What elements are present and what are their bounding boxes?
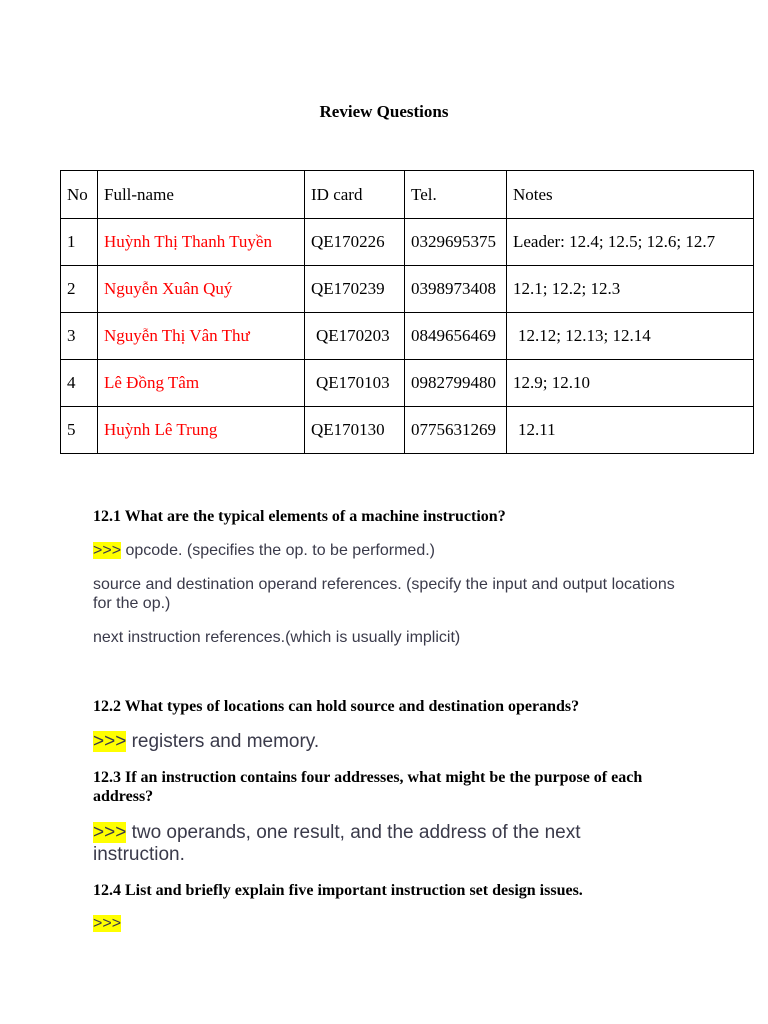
- table-row: [61, 313, 754, 360]
- row-tel: 0398973408: [405, 266, 507, 313]
- header-tel: Tel.: [405, 171, 507, 219]
- header-notes: Notes: [507, 171, 754, 219]
- table-row: [61, 360, 754, 407]
- row-notes: Leader: 12.4; 12.5; 12.6; 12.7: [507, 219, 754, 266]
- question-12-1: 12.1 What are the typical elements of a machine instruction?: [93, 508, 506, 525]
- row-name: Lê Đồng Tâm: [98, 360, 305, 407]
- header-full-name: Full-name: [98, 171, 305, 219]
- row-name: Huỳnh Lê Trung: [98, 407, 305, 454]
- question-12-2: 12.2 What types of locations can hold source and destination operands?: [93, 698, 580, 715]
- answer-text: two operands, one result, and the address of the next instruction.: [93, 822, 581, 865]
- answer-12-4: [93, 914, 693, 933]
- question-12-3: 12.3 If an instruction contains four addresses, what might be the purpose of each address?: [93, 769, 643, 805]
- answer-12-1-opcode: [93, 541, 693, 560]
- answer-12-1-next-instruction: next instruction references.(which is usually implicit): [93, 629, 461, 646]
- row-id: QE170203: [305, 313, 405, 360]
- header-no: No: [61, 171, 98, 219]
- row-notes: 12.9; 12.10: [507, 360, 754, 407]
- answer-marker: >>>: [93, 731, 127, 752]
- row-name: Huỳnh Thị Thanh Tuyền: [98, 219, 305, 266]
- members-table: [60, 170, 754, 454]
- row-no: 2: [61, 266, 98, 313]
- row-id: QE170226: [305, 219, 405, 266]
- row-tel: 0849656469: [405, 313, 507, 360]
- answer-text: opcode. (specifies the op. to be performed.): [121, 542, 435, 559]
- row-no: 1: [61, 219, 98, 266]
- row-tel: 0775631269: [405, 407, 507, 454]
- answer-text: registers and memory.: [126, 731, 320, 752]
- answer-marker: >>>: [93, 915, 122, 932]
- row-name: Nguyễn Thị Vân Thư: [98, 313, 305, 360]
- table-row: [61, 266, 754, 313]
- row-id: QE170239: [305, 266, 405, 313]
- row-notes: 12.12; 12.13; 12.14: [507, 313, 754, 360]
- table-row: [61, 219, 754, 266]
- table-header-row: [61, 171, 754, 219]
- table-row: [61, 407, 754, 454]
- answer-marker: >>>: [93, 542, 122, 559]
- answer-marker: >>>: [93, 822, 127, 843]
- question-12-4: 12.4 List and briefly explain five important instruction set design issues.: [93, 882, 583, 899]
- answer-12-2: [93, 731, 693, 753]
- row-name: Nguyễn Xuân Quý: [98, 266, 305, 313]
- row-id: QE170103: [305, 360, 405, 407]
- page-title: Review Questions: [319, 102, 449, 121]
- header-id-card: ID card: [305, 171, 405, 219]
- row-tel: 0982799480: [405, 360, 507, 407]
- row-no: 4: [61, 360, 98, 407]
- row-tel: 0329695375: [405, 219, 507, 266]
- row-no: 5: [61, 407, 98, 454]
- row-id: QE170130: [305, 407, 405, 454]
- row-notes: 12.11: [507, 407, 754, 454]
- answer-12-1-operands: source and destination operand references. (specify the input and output locations for the op.): [93, 576, 675, 612]
- row-no: 3: [61, 313, 98, 360]
- row-notes: 12.1; 12.2; 12.3: [507, 266, 754, 313]
- answer-12-3: [93, 822, 653, 866]
